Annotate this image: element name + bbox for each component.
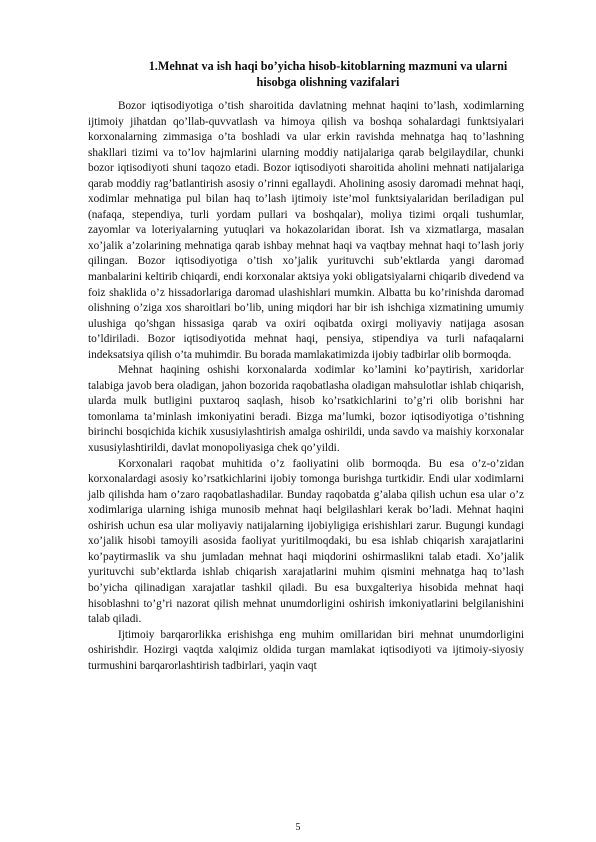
title-line-1: 1.Mehnat va ish haqi bo’yicha hisob-kitoblarning mazmuni va ularni [148,59,508,73]
paragraph-1: Bozor iqtisodiyotiga o’tish sharoitida davlatning mehnat haqini to’lash, xodimlarning ijtimoiy jihatdan qo’llab-quvvatlash va himoya qilish va boshqa sohalardagi funktsiyalari korxonalarning zimmasiga o’ta boshladi va ular erkin ravishda mehnatga haq to’lashning shakllari tizimi va to’lov hajmlarini ularning moddiy natijalariga qarab belgilaydilar, chunki bozor iqtisodiyoti shuni taqozo etadi. Bozor iqtisodiyoti sharoitida aholini mehnati natijalariga qarab moddiy rag’batlantirish asosiy o’rinni egallaydi. Aholining asosiy daromadi mehnat haqi, xodimlar mehnatiga pul bilan haq to’lash ijtimoiy iste’mol funktsiyalaridan beriladigan pul (nafaqa, stependiya, turli yordam pullari va boshqalar), moliya tizimi orqali tushumlar, zayomlar va loteriyalarning yutuqlari va hokazolaridan iborat. Ish va xizmatlarga, masalan xo’jalik a’zolarining mehnatiga qarab ishbay mehnat haqi va vaqtbay mehnat haqi to’lash joriy qilingan. Bozor iqtisodiyotiga o’tish xo’jalik yurituvchi sub’ektlarda yangi daromad manbalarini keltirib chiqardi, endi korxonalar aktsiya yoki obligatsiyalarni chiqarib divedend va foiz shaklida o’z hissadorlariga daromad ulashishlari mumkin. Albatta bu ko’rinishda daromad olishning o’ziga xos sharoitlari bo’lib, uning miqdori har bir ish ishchiga xizmatining umumiy ulushiga qo’shgan hissasiga qarab va oxiri oqibatda oxirgi moliyaviy natijaga asosan to’ldiriladi. Bozor iqtisodiyotida mehnat haqi, pensiya, stipendiya va turli nafaqalarni indeksatsiya qilish o’ta muhimdir. Bu borada mamlakatimizda ijobiy tadbirlar olib bormoqda. [88,100,524,361]
paragraph-2: Mehnat haqining oshishi korxonalarda xodimlar ko’lamini ko’paytirish, xaridorlar talabiga javob bera oladigan, jahon bozorida raqobatlasha oladigan mahsulotlar ishlab chiqarish, ularda mulk butligini puxtaroq saqlash, hisob ko’rsatkichlarini to’g’ri olib borishni har tomonlama ta’minlash imkoniyatini beradi. Bizga ma’lumki, bozor iqtisodiyotiga o’tishning birinchi bosqichida kichik xususiylashtirish amalga oshirildi, unda savdo va maishiy korxonalar xususiylashtirildi, davlat monopoliyasiga chek qo’yildi. [88,364,524,455]
paragraph-4: Ijtimoiy barqarorlikka erishishga eng muhim omillaridan biri mehnat unumdorligini oshirishdir. Hozirgi vaqtda xalqimiz oldida turgan mamlakat iqtisodiyoti va ijtimoiy-siyosiy turmushini barqarorlashtirish tadbirlari, yaqin vaqt [88,628,524,672]
title-line-2: hisobga olishning vazifalari [256,75,400,89]
paragraph-3: Korxonalari raqobat muhitida o’z faoliyatini olib bormoqda. Bu esa o’z-o’zidan korxonalardagi asosiy ko’rsatkichlarini ijobiy tomonga burishga turtkidir. Endi ular xodimlarni jalb qilishda ham o’zaro raqobatlashadilar. Bunday raqobatda g’alaba qilish uchun esa ular o’z xodimlariga ularning ishiga munosib mehnat haqi belgilashlari kerak bo’ladi. Mehnat haqini oshirish uchun esa ular moliyaviy natijalarning ijobiyligiga erishishlari zarur. Bugungi kundagi xo’jalik hisobi tamoyili asosida faoliyat yuritilmoqdaki, bu esa ishlab chiqarish xarajatlarini ko’paytirmaslik va shu jumladan mehnat haqi miqdorini oshirmaslikni talab etadi. Xo’jalik yurituvchi sub’ektlarda ishlab chiqarish xarajatlarini muhim qismini mehnatga haq to’lash bo’yicha qilinadigan xarajatlar tashkil qiladi. Bu esa buxgalteriya hisobida mehnat haqi hisoblashni to’g’ri nazorat qilish mehnat unumdorligini oshirish imkoniyatlarini belgilanishini talab qiladi. [88,457,524,626]
section-title [118,58,538,90]
body-text [88,99,524,674]
page-number: 5 [295,822,301,833]
